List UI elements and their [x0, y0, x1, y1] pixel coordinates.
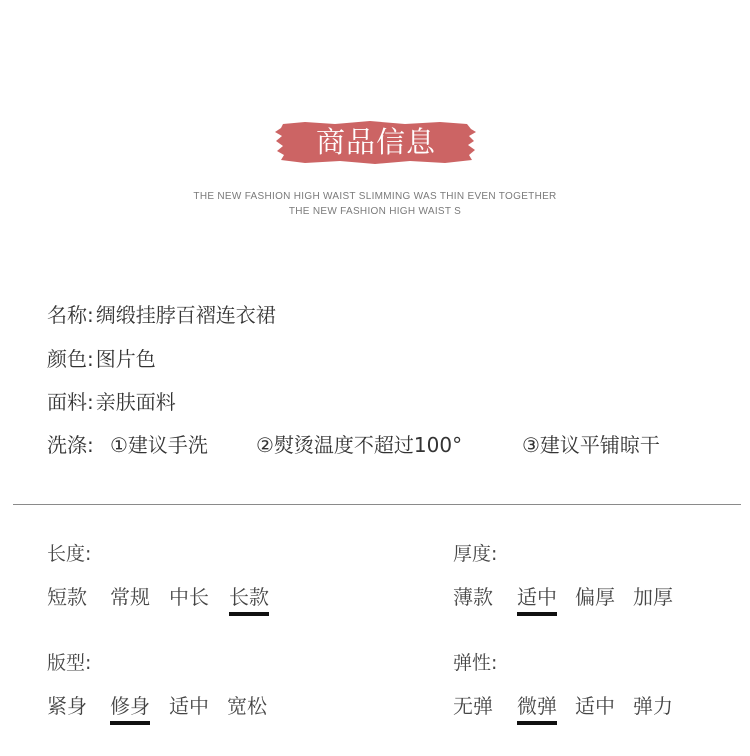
info-fabric-value: 亲肤面料	[95, 390, 176, 414]
length-option-short: 短款	[47, 585, 87, 609]
info-color-value: 图片色	[95, 347, 156, 371]
section-divider	[13, 504, 741, 505]
wash-item-1: ①建议手洗	[110, 433, 208, 457]
attr-length-title: 长度:	[47, 543, 92, 565]
length-option-midi: 中长	[169, 585, 209, 609]
attr-thickness-title: 厚度:	[453, 543, 498, 565]
attr-elasticity-title: 弹性:	[453, 652, 498, 674]
info-name-row	[47, 301, 276, 329]
fit-option-loose: 宽松	[227, 694, 267, 718]
info-color-label: 颜色:	[47, 347, 94, 371]
thickness-option-extra-thick: 加厚	[633, 585, 673, 609]
wash-item-3: ③建议平铺晾干	[522, 433, 660, 457]
info-wash-label: 洗涤:	[47, 433, 94, 457]
info-fabric-label: 面料:	[47, 390, 94, 414]
elasticity-option-slight-selected: 微弹	[517, 694, 557, 718]
thickness-option-moderate-selected: 适中	[517, 585, 557, 609]
elasticity-option-none: 无弹	[453, 694, 493, 718]
elasticity-option-moderate: 适中	[575, 694, 615, 718]
length-option-long-selected: 长款	[229, 585, 269, 609]
info-color-row	[47, 345, 156, 373]
info-fabric-row	[47, 388, 176, 416]
section-title-badge	[275, 120, 477, 164]
thickness-option-thin: 薄款	[453, 585, 493, 609]
subtitle-line-1: THE NEW FASHION HIGH WAIST SLIMMING WAS THIN EVEN TOGETHER	[193, 191, 557, 202]
fit-option-moderate: 适中	[169, 694, 209, 718]
subtitle-line-2: THE NEW FASHION HIGH WAIST S	[288, 206, 462, 217]
info-wash-row	[47, 431, 94, 459]
section-title: 商品信息	[315, 125, 436, 159]
info-name-label: 名称:	[47, 303, 94, 327]
info-name-value: 绸缎挂脖百褶连衣裙	[95, 303, 276, 327]
wash-item-2: ②熨烫温度不超过100°	[256, 433, 463, 457]
thickness-option-thick: 偏厚	[575, 585, 615, 609]
attr-fit-title: 版型:	[47, 652, 92, 674]
elasticity-option-stretch: 弹力	[633, 694, 673, 718]
length-option-regular: 常规	[110, 585, 150, 609]
fit-option-tight: 紧身	[47, 694, 87, 718]
fit-option-slim-selected: 修身	[110, 694, 150, 718]
